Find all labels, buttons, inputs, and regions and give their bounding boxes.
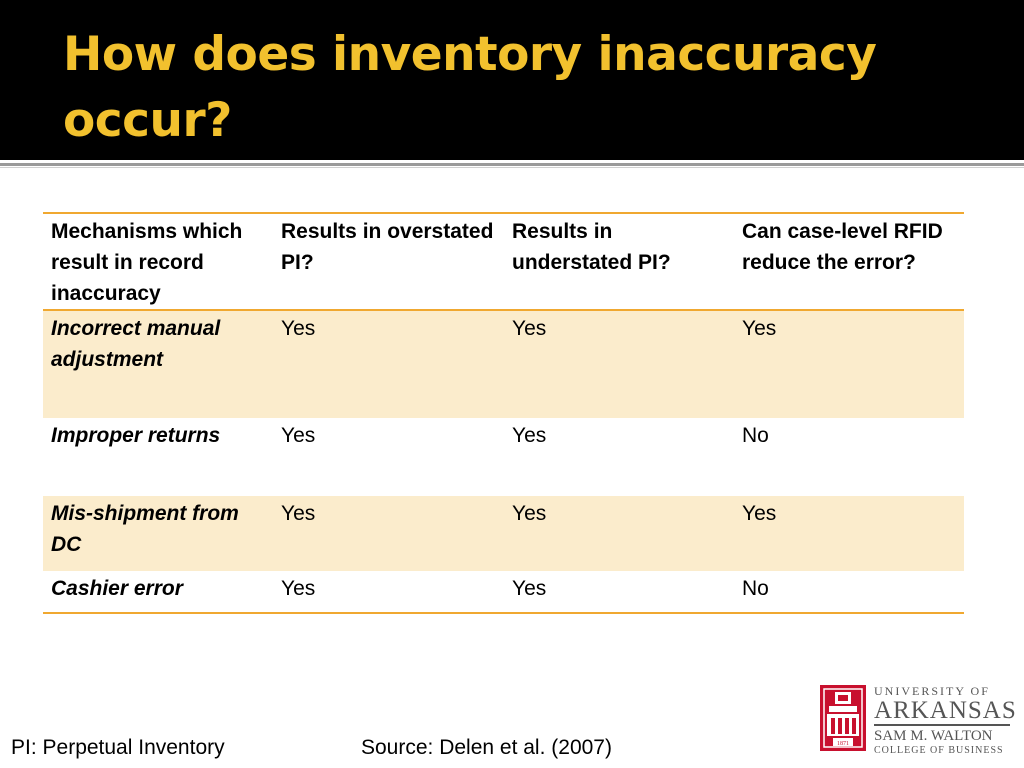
understated-cell: Yes — [512, 502, 547, 525]
rfid-cell: Yes — [742, 502, 777, 525]
rfid-cell: No — [742, 424, 769, 447]
footnote-definition: PI: Perpetual Inventory — [11, 736, 225, 759]
header-overstated: Results in overstated PI? — [281, 220, 494, 274]
logo-line-arkansas: ARKANSAS — [874, 697, 1017, 724]
inaccuracy-table — [43, 212, 964, 614]
rfid-cell: No — [742, 577, 769, 600]
understated-cell: Yes — [512, 317, 547, 340]
seal-year: 1871 — [837, 741, 849, 747]
old-main-building-icon — [818, 679, 868, 755]
footnote-source: Source: Delen et al. (2007) — [361, 736, 612, 759]
table-row — [43, 418, 964, 496]
header-understated: Results in understated PI? — [512, 220, 671, 274]
university-logo — [818, 679, 1017, 756]
overstated-cell: Yes — [281, 424, 316, 447]
header-mechanisms: Mechanisms which result in record inaccuracy — [51, 220, 243, 305]
slide-title: How does inventory inaccuracy occur? — [63, 27, 877, 148]
overstated-cell: Yes — [281, 502, 316, 525]
table-row — [43, 496, 964, 571]
mechanism-cell: Cashier error — [51, 577, 183, 600]
understated-cell: Yes — [512, 424, 547, 447]
logo-line-walton: SAM M. WALTON — [874, 728, 993, 744]
title-divider-light — [0, 167, 1024, 168]
logo-line-college: COLLEGE OF BUSINESS — [874, 745, 1004, 756]
table-row — [43, 310, 964, 418]
overstated-cell: Yes — [281, 317, 316, 340]
mechanism-cell: Improper returns — [51, 424, 221, 447]
mechanism-cell: Mis-shipment from DC — [51, 502, 239, 556]
logo-line-university: UNIVERSITY OF — [874, 684, 990, 698]
title-divider — [0, 163, 1024, 166]
understated-cell: Yes — [512, 577, 547, 600]
header-rfid: Can case-level RFID reduce the error? — [742, 220, 943, 274]
rfid-cell: Yes — [742, 317, 777, 340]
title-bar — [0, 0, 1024, 160]
overstated-cell: Yes — [281, 577, 316, 600]
mechanism-cell: Incorrect manual adjustment — [51, 317, 221, 371]
table-row — [43, 571, 964, 613]
table-header-row — [43, 213, 964, 310]
logo-wordmark — [874, 684, 1017, 757]
